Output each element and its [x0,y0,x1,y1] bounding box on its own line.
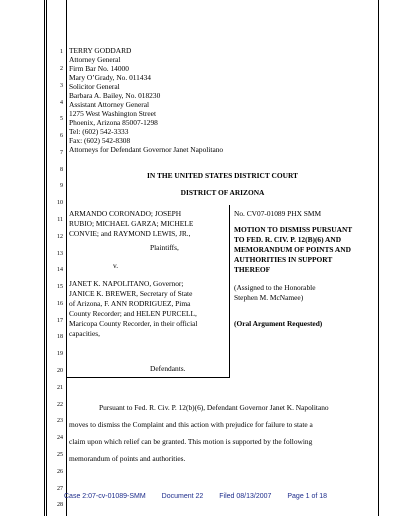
line-number: 8 [60,167,63,173]
ecf-footer [64,493,341,500]
line-number: 3 [60,83,63,89]
line-number: 25 [57,452,63,458]
versus-label: v. [113,261,119,270]
header-line: Tel: (602) 542-3333 [69,127,129,136]
line-number: 27 [57,486,63,492]
header-line: Solicitor General [69,82,120,91]
court-name: IN THE UNITED STATES DISTRICT COURT [147,171,298,180]
line-number: 7 [60,150,63,156]
motion-title-line: THEREOF [234,265,271,274]
line-number: 17 [57,318,63,324]
body-line: Pursuant to Fed. R. Civ. P. 12(b)(6), Defendant Governor Janet K. Napolitano [99,403,329,412]
motion-title-line: MEMORANDUM OF POINTS AND [234,245,351,254]
line-number: 21 [57,385,63,391]
body-line: moves to dismiss the Complaint and this action with prejudice for failure to state a [69,420,313,429]
motion-title-line: AUTHORITIES IN SUPPORT [234,255,333,264]
line-number: 14 [57,267,63,273]
header-line: TERRY GODDARD [69,46,132,55]
plaintiff-line: CONVIE; and RAYMOND LEWIS, JR., [69,229,191,238]
right-margin-rule [378,0,379,516]
defendant-line: JANICE K. BREWER, Secretary of State [69,289,193,298]
defendants-label: Defendants. [150,364,186,373]
defendant-line: capacities, [69,329,100,338]
line-number: 18 [57,334,63,340]
defendant-line: County Recorder; and HELEN PURCELL, [69,309,197,318]
line-number: 5 [60,116,63,122]
motion-title-line: MOTION TO DISMISS PURSUANT [234,225,353,234]
line-number: 2 [60,66,63,72]
court-district: DISTRICT OF ARIZONA [180,188,265,197]
line-number: 10 [57,200,63,206]
line-number: 15 [57,284,63,290]
plaintiff-line: RUBIO; MICHAEL GARZA; MICHELE [69,219,194,228]
header-line: Mary O’Grady, No. 011434 [69,73,151,82]
line-number: 26 [57,469,63,475]
line-number: 11 [57,217,63,223]
assigned-judge-line: (Assigned to the Honorable [234,283,316,292]
line-number: 22 [57,402,63,408]
footer-filed-date: Filed 08/13/2007 [219,493,272,500]
plaintiff-line: ARMANDO CORONADO; JOSEPH [69,209,182,218]
line-number: 6 [60,133,63,139]
line-number: 19 [57,351,63,357]
header-line: Assistant Attorney General [69,100,150,109]
oral-argument-note: (Oral Argument Requested) [234,319,323,328]
header-line: Fax: (602) 542-8308 [69,136,131,145]
header-line: Attorneys for Defendant Governor Janet Napolitano [69,145,224,154]
defendant-line: of Arizona, F. ANN RODRIGUEZ, Pima [69,299,191,308]
line-number: 12 [57,234,63,240]
margin-rule-inner [46,0,47,516]
header-line: Phoenix, Arizona 85007-1298 [69,118,158,127]
footer-case-number: Case 2:07-cv-01089-SMM [64,493,146,500]
line-number: 13 [57,251,63,257]
line-number: 4 [60,100,63,106]
header-line: Barbara A. Bailey, No. 018230 [69,91,161,100]
defendant-line: Maricopa County Recorder, in their official [69,319,198,328]
header-line: Firm Bar No. 14000 [69,64,129,73]
footer-page-count: Page 1 of 18 [287,493,328,500]
defendant-line: JANET K. NAPOLITANO, Governor; [69,279,184,288]
motion-title-line: TO FED. R. CIV. P. 12(B)(6) AND [234,235,342,244]
margin-rule-outer [44,0,45,516]
plaintiffs-label: Plaintiffs, [150,243,179,252]
line-number: 9 [60,183,63,189]
footer-document-number: Document 22 [161,493,204,500]
line-number: 20 [57,368,63,374]
caption-divider [229,205,230,378]
line-number: 23 [57,418,63,424]
line-number: 16 [57,301,63,307]
body-line: memorandum of points and authorities. [69,454,186,463]
line-number-rule [66,0,67,516]
caption-bottom-rule [66,377,230,378]
line-number: 1 [60,49,63,55]
body-line: claim upon which relief can be granted. This motion is supported by the following [69,437,313,446]
line-number: 24 [57,435,63,441]
case-number: No. CV07-01089 PHX SMM [234,209,322,218]
assigned-judge-line: Stephen M. McNamee) [234,293,304,302]
line-number: 28 [57,502,63,508]
header-line: Attorney General [69,55,121,64]
header-line: 1275 West Washington Street [69,109,157,118]
